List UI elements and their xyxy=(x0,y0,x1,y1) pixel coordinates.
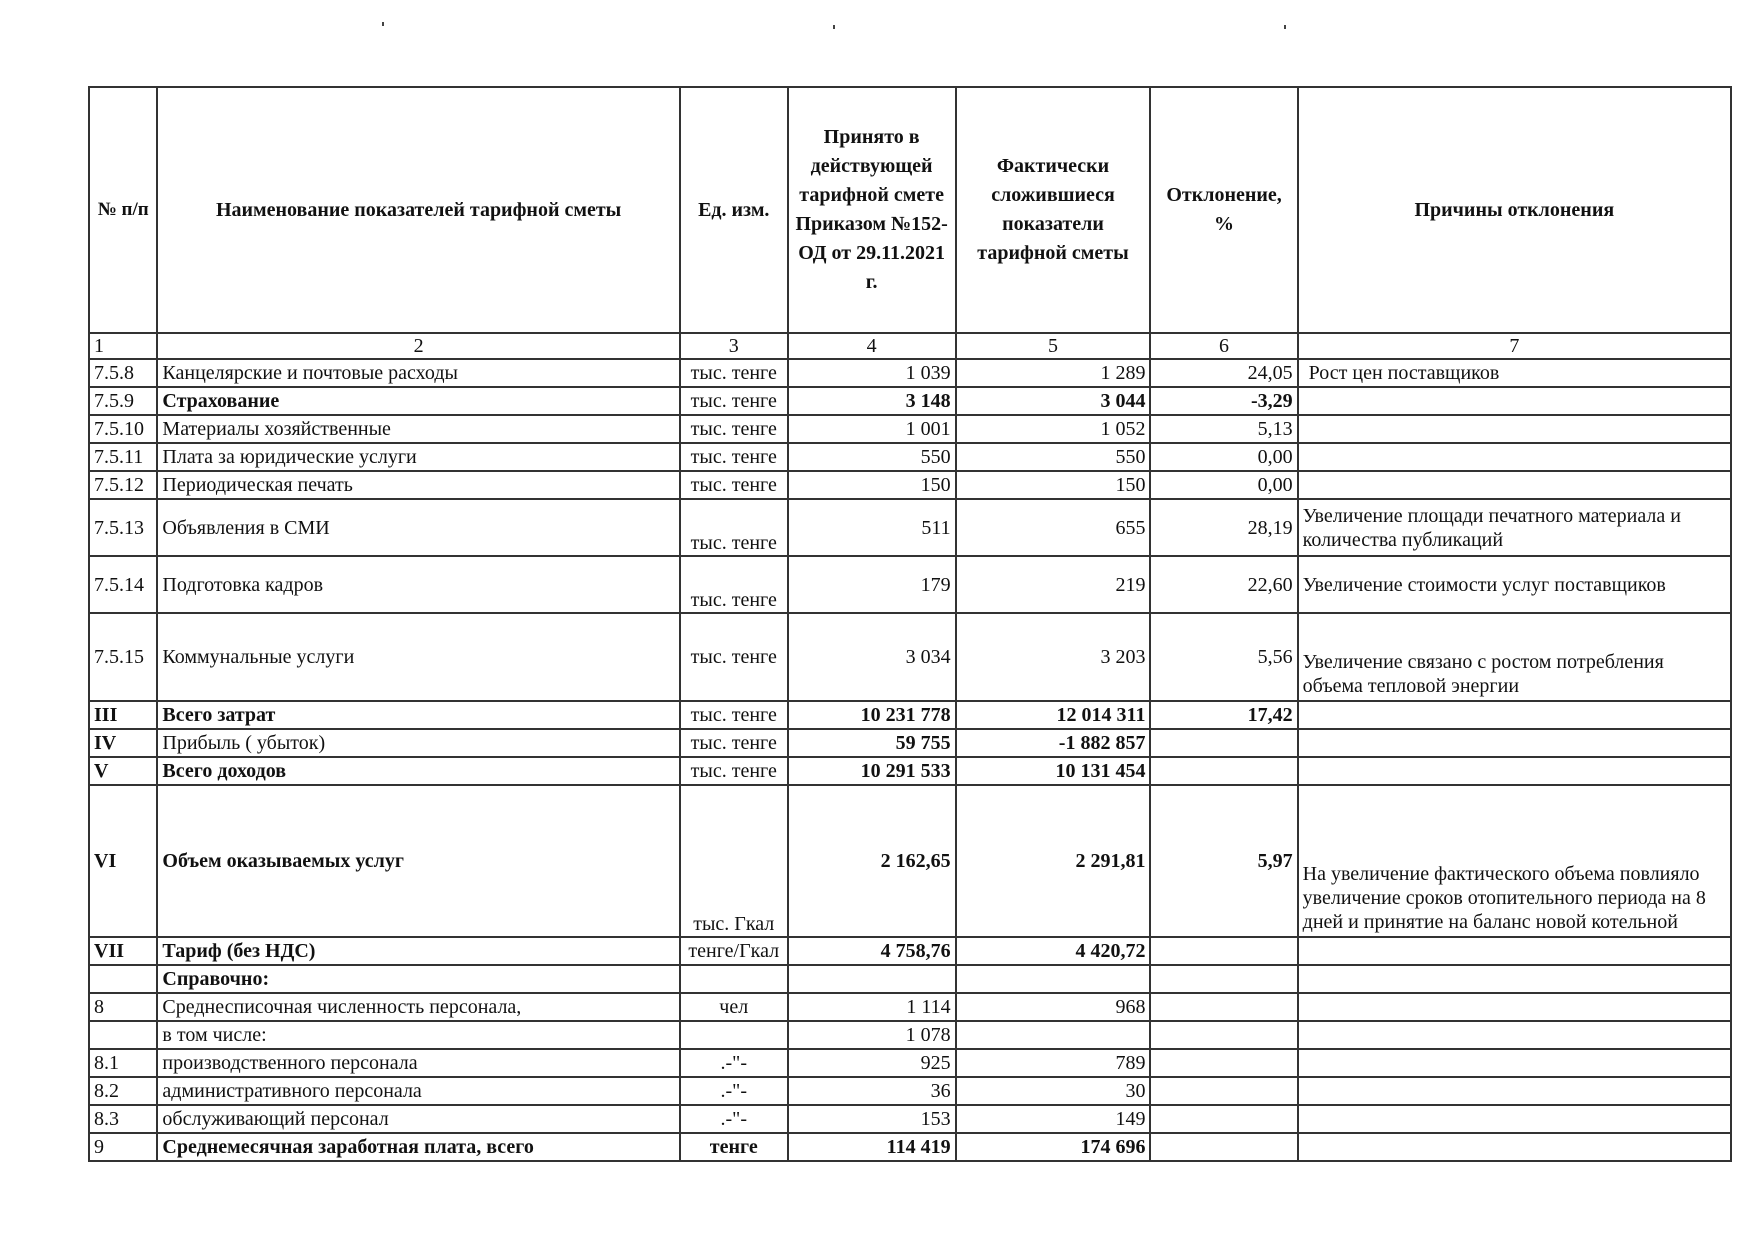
row-code: 8.2 xyxy=(89,1077,157,1105)
row-planned: 550 xyxy=(788,443,956,471)
row-deviation xyxy=(1150,1133,1297,1161)
row-planned: 59 755 xyxy=(788,729,956,757)
row-reason: Рост цен поставщиков xyxy=(1298,359,1731,387)
row-name: Объявления в СМИ xyxy=(157,499,679,556)
row-planned: 10 291 533 xyxy=(788,757,956,785)
row-name: Страхование xyxy=(157,387,679,415)
row-deviation: 22,60 xyxy=(1150,556,1297,613)
table-row xyxy=(89,499,1731,556)
column-number: 6 xyxy=(1150,333,1297,359)
table-row xyxy=(89,359,1731,387)
row-reason xyxy=(1298,1077,1731,1105)
table-row xyxy=(89,415,1731,443)
row-actual: 10 131 454 xyxy=(956,757,1151,785)
row-unit: чел xyxy=(680,993,788,1021)
row-deviation: 28,19 xyxy=(1150,499,1297,556)
row-code xyxy=(89,1021,157,1049)
row-unit: тыс. тенге xyxy=(680,499,788,556)
row-reason: Увеличение площади печатного материала и количества публикаций xyxy=(1298,499,1731,556)
table-row xyxy=(89,729,1731,757)
row-code: 7.5.14 xyxy=(89,556,157,613)
row-reason: Увеличение связано с ростом потребления объема тепловой энергии xyxy=(1298,613,1731,701)
table-row xyxy=(89,937,1731,965)
row-deviation: 5,56 xyxy=(1150,613,1297,701)
row-planned: 925 xyxy=(788,1049,956,1077)
row-deviation: 5,13 xyxy=(1150,415,1297,443)
row-unit: тыс. тенге xyxy=(680,556,788,613)
row-unit xyxy=(680,1021,788,1049)
row-name: Справочно: xyxy=(157,965,679,993)
row-deviation xyxy=(1150,937,1297,965)
row-actual: 30 xyxy=(956,1077,1151,1105)
row-name: производственного персонала xyxy=(157,1049,679,1077)
row-planned: 1 001 xyxy=(788,415,956,443)
row-code: 7.5.12 xyxy=(89,471,157,499)
table-row xyxy=(89,701,1731,729)
row-code: IV xyxy=(89,729,157,757)
header-unit: Ед. изм. xyxy=(680,87,788,333)
row-planned: 2 162,65 xyxy=(788,785,956,937)
row-reason xyxy=(1298,965,1731,993)
row-code: 7.5.15 xyxy=(89,613,157,701)
table-row xyxy=(89,993,1731,1021)
column-number: 1 xyxy=(89,333,157,359)
header-actual: Фактически сложившиеся показатели тарифной сметы xyxy=(956,87,1151,333)
row-planned: 4 758,76 xyxy=(788,937,956,965)
row-deviation xyxy=(1150,1105,1297,1133)
row-name: обслуживающий персонал xyxy=(157,1105,679,1133)
column-number: 4 xyxy=(788,333,956,359)
row-code: 9 xyxy=(89,1133,157,1161)
row-name: Среднесписочная численность персонала, xyxy=(157,993,679,1021)
row-deviation: 5,97 xyxy=(1150,785,1297,937)
row-unit: тыс. Гкал xyxy=(680,785,788,937)
row-code: 7.5.8 xyxy=(89,359,157,387)
row-reason: Увеличение стоимости услуг поставщиков xyxy=(1298,556,1731,613)
column-number: 5 xyxy=(956,333,1151,359)
scan-artifact-dot xyxy=(1284,25,1286,29)
table-row xyxy=(89,1049,1731,1077)
row-name: административного персонала xyxy=(157,1077,679,1105)
row-reason xyxy=(1298,993,1731,1021)
row-actual: 3 203 xyxy=(956,613,1151,701)
row-actual: 149 xyxy=(956,1105,1151,1133)
header-indicator-name: Наименование показателей тарифной сметы xyxy=(157,87,679,333)
row-planned: 179 xyxy=(788,556,956,613)
row-name: Прибыль ( убыток) xyxy=(157,729,679,757)
row-reason xyxy=(1298,471,1731,499)
row-deviation: 24,05 xyxy=(1150,359,1297,387)
row-reason xyxy=(1298,415,1731,443)
row-unit: тыс. тенге xyxy=(680,701,788,729)
row-actual xyxy=(956,965,1151,993)
row-actual: -1 882 857 xyxy=(956,729,1151,757)
row-code: III xyxy=(89,701,157,729)
table-row xyxy=(89,785,1731,937)
row-actual: 550 xyxy=(956,443,1151,471)
table-row xyxy=(89,965,1731,993)
row-planned: 511 xyxy=(788,499,956,556)
row-reason xyxy=(1298,757,1731,785)
row-actual: 3 044 xyxy=(956,387,1151,415)
row-unit xyxy=(680,965,788,993)
row-code: 8.1 xyxy=(89,1049,157,1077)
row-name: Канцелярские и почтовые расходы xyxy=(157,359,679,387)
table-row xyxy=(89,613,1731,701)
table-row xyxy=(89,1077,1731,1105)
row-unit: .-"- xyxy=(680,1077,788,1105)
row-reason: На увеличение фактического объема повлияло увеличение сроков отопительного периода на 8 дней и принятие на баланс новой котельной xyxy=(1298,785,1731,937)
table-row xyxy=(89,1021,1731,1049)
row-code: 8.3 xyxy=(89,1105,157,1133)
row-planned: 36 xyxy=(788,1077,956,1105)
row-actual: 174 696 xyxy=(956,1133,1151,1161)
row-deviation xyxy=(1150,1049,1297,1077)
row-code: VI xyxy=(89,785,157,937)
row-name: Периодическая печать xyxy=(157,471,679,499)
row-deviation: 0,00 xyxy=(1150,471,1297,499)
row-reason xyxy=(1298,729,1731,757)
column-number: 7 xyxy=(1298,333,1731,359)
row-deviation xyxy=(1150,1077,1297,1105)
row-reason xyxy=(1298,387,1731,415)
header-reason: Причины отклонения xyxy=(1298,87,1731,333)
row-actual: 1 289 xyxy=(956,359,1151,387)
table-row xyxy=(89,443,1731,471)
row-code: 7.5.9 xyxy=(89,387,157,415)
table-row xyxy=(89,471,1731,499)
row-name: Материалы хозяйственные xyxy=(157,415,679,443)
row-unit: тыс. тенге xyxy=(680,387,788,415)
row-code: V xyxy=(89,757,157,785)
header-planned: Принято в действующей тарифной смете Приказом №152-ОД от 29.11.2021 г. xyxy=(788,87,956,333)
row-unit: тыс. тенге xyxy=(680,757,788,785)
table-row xyxy=(89,556,1731,613)
row-planned: 1 114 xyxy=(788,993,956,1021)
row-reason xyxy=(1298,1021,1731,1049)
row-name: Всего затрат xyxy=(157,701,679,729)
row-code: 7.5.10 xyxy=(89,415,157,443)
row-name: Объем оказываемых услуг xyxy=(157,785,679,937)
row-deviation xyxy=(1150,729,1297,757)
scan-artifact-dot xyxy=(382,22,384,26)
row-reason xyxy=(1298,937,1731,965)
row-planned: 153 xyxy=(788,1105,956,1133)
row-planned: 150 xyxy=(788,471,956,499)
row-name: Плата за юридические услуги xyxy=(157,443,679,471)
row-code xyxy=(89,965,157,993)
row-actual: 789 xyxy=(956,1049,1151,1077)
header-deviation: Отклонение, % xyxy=(1150,87,1297,333)
row-unit: тыс. тенге xyxy=(680,613,788,701)
header-number: № п/п xyxy=(89,87,157,333)
row-unit: тыс. тенге xyxy=(680,729,788,757)
row-actual xyxy=(956,1021,1151,1049)
row-name: Подготовка кадров xyxy=(157,556,679,613)
row-reason xyxy=(1298,443,1731,471)
row-reason xyxy=(1298,701,1731,729)
row-deviation: 0,00 xyxy=(1150,443,1297,471)
row-unit: тенге/Гкал xyxy=(680,937,788,965)
row-unit: .-"- xyxy=(680,1049,788,1077)
row-actual: 2 291,81 xyxy=(956,785,1151,937)
tariff-estimate-table xyxy=(88,86,1732,1162)
column-number: 3 xyxy=(680,333,788,359)
row-actual: 12 014 311 xyxy=(956,701,1151,729)
row-deviation xyxy=(1150,993,1297,1021)
column-number-row xyxy=(89,333,1731,359)
row-reason xyxy=(1298,1049,1731,1077)
row-code: 8 xyxy=(89,993,157,1021)
row-unit: тыс. тенге xyxy=(680,359,788,387)
scan-artifact-dot xyxy=(833,25,835,29)
row-planned: 3 148 xyxy=(788,387,956,415)
row-unit: .-"- xyxy=(680,1105,788,1133)
row-actual: 150 xyxy=(956,471,1151,499)
row-actual: 655 xyxy=(956,499,1151,556)
row-planned: 1 039 xyxy=(788,359,956,387)
row-name: в том числе: xyxy=(157,1021,679,1049)
row-code: VII xyxy=(89,937,157,965)
row-unit: тенге xyxy=(680,1133,788,1161)
row-name: Коммунальные услуги xyxy=(157,613,679,701)
table-header-row xyxy=(89,87,1731,333)
row-actual: 968 xyxy=(956,993,1151,1021)
row-name: Тариф (без НДС) xyxy=(157,937,679,965)
row-code: 7.5.13 xyxy=(89,499,157,556)
row-deviation xyxy=(1150,1021,1297,1049)
row-deviation xyxy=(1150,965,1297,993)
table-row xyxy=(89,757,1731,785)
row-deviation: 17,42 xyxy=(1150,701,1297,729)
row-actual: 4 420,72 xyxy=(956,937,1151,965)
row-unit: тыс. тенге xyxy=(680,471,788,499)
row-unit: тыс. тенге xyxy=(680,415,788,443)
row-planned: 10 231 778 xyxy=(788,701,956,729)
row-unit: тыс. тенге xyxy=(680,443,788,471)
row-actual: 1 052 xyxy=(956,415,1151,443)
row-actual: 219 xyxy=(956,556,1151,613)
row-planned: 114 419 xyxy=(788,1133,956,1161)
row-deviation: -3,29 xyxy=(1150,387,1297,415)
row-reason xyxy=(1298,1133,1731,1161)
table-row xyxy=(89,387,1731,415)
row-deviation xyxy=(1150,757,1297,785)
row-name: Среднемесячная заработная плата, всего xyxy=(157,1133,679,1161)
row-reason xyxy=(1298,1105,1731,1133)
row-planned: 3 034 xyxy=(788,613,956,701)
table-row xyxy=(89,1105,1731,1133)
row-code: 7.5.11 xyxy=(89,443,157,471)
row-planned: 1 078 xyxy=(788,1021,956,1049)
column-number: 2 xyxy=(157,333,679,359)
row-planned xyxy=(788,965,956,993)
row-name: Всего доходов xyxy=(157,757,679,785)
table-row xyxy=(89,1133,1731,1161)
